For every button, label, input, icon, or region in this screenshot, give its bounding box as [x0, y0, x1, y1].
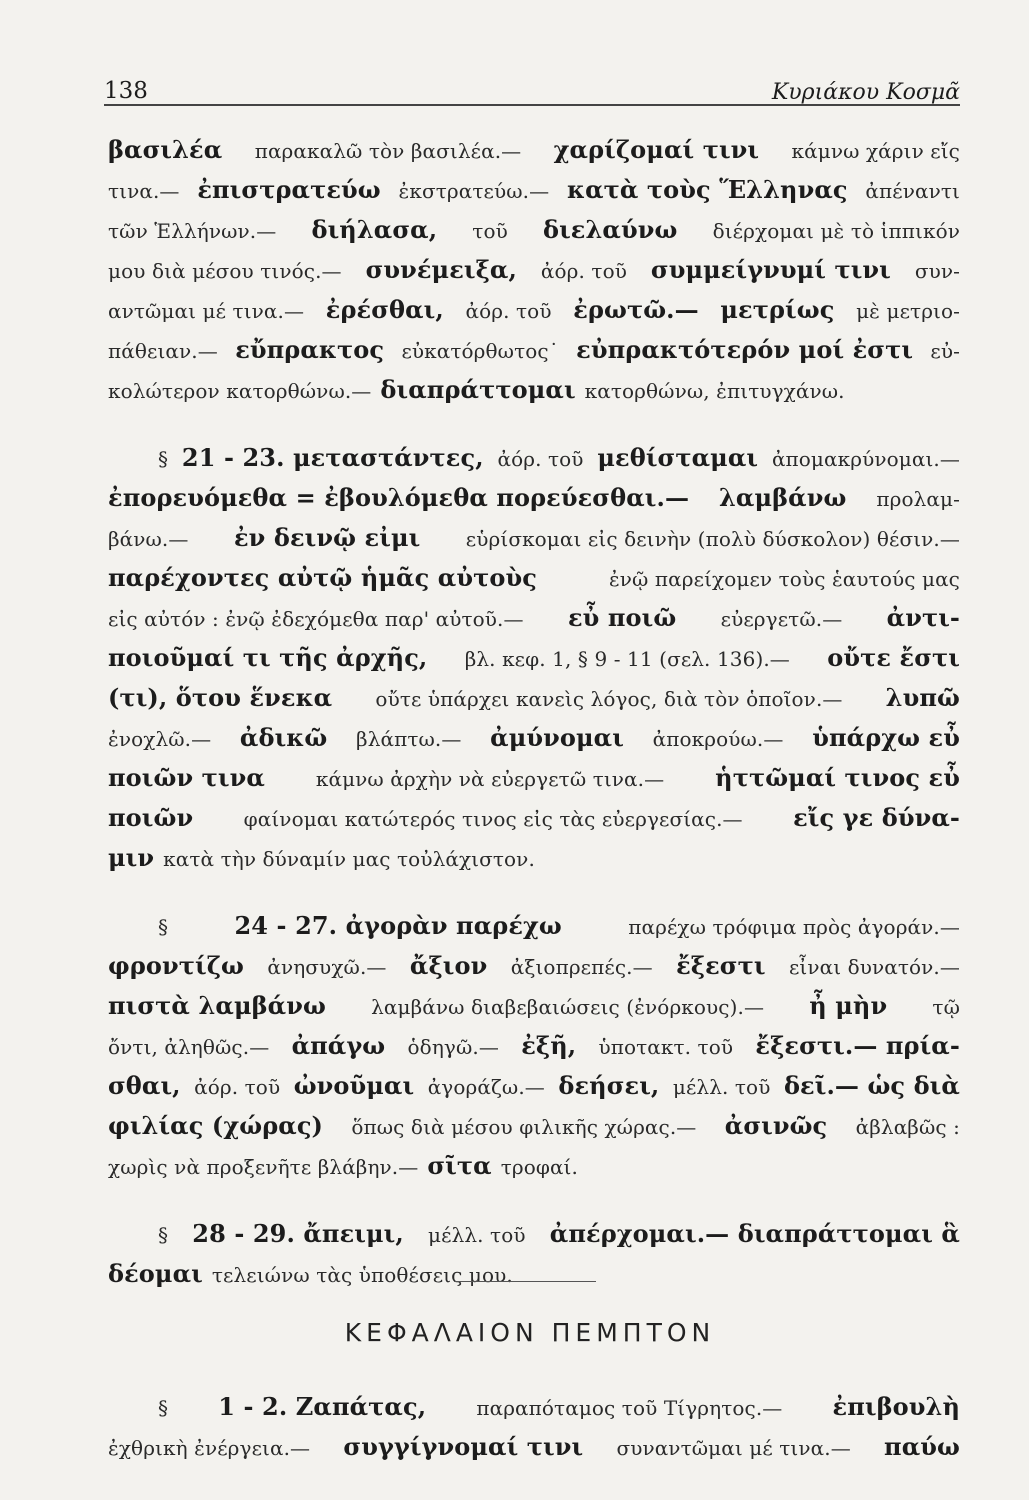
- lemma-term: σθαι,: [108, 1071, 181, 1100]
- gloss-text: μὲ μετριο-: [856, 299, 960, 323]
- text-line: [108, 838, 960, 878]
- text-line: [108, 330, 960, 370]
- lemma-term: δεῖ.— ὡς διὰ: [783, 1071, 960, 1100]
- gloss-text: βλ. κεφ. 1, § 9 - 11 (σελ. 136).—: [464, 647, 790, 671]
- text-line: [108, 558, 960, 598]
- gloss-text: τροφαί.: [500, 1155, 578, 1179]
- gloss-text: ἀπομακρύνομαι.—: [771, 447, 960, 471]
- gloss-text: ἐχθρικὴ ἐνέργεια.—: [108, 1436, 311, 1460]
- lemma-term: 1 - 2. Ζαπάτας,: [218, 1392, 427, 1421]
- gloss-text: οὔτε ὑπάρχει κανεὶς λόγος, διὰ τὸν ὁποῖον.—: [375, 687, 843, 711]
- lemma-term: μετρίως: [720, 295, 835, 324]
- gloss-text: μου διὰ μέσου τινός.—: [108, 259, 342, 283]
- gloss-text: εἰς αὐτόν : ἐνῷ ἐδεχόμεθα παρ' αὐτοῦ.—: [108, 607, 524, 631]
- gloss-text: ἀποκρούω.—: [652, 727, 784, 751]
- lemma-term: λαμβάνω: [718, 483, 847, 512]
- lemma-term: μεθίσταμαι: [597, 443, 759, 472]
- gloss-text: τῷ: [932, 995, 960, 1019]
- lemma-term: κατὰ τοὺς Ἕλληνας: [566, 175, 848, 204]
- running-head: [104, 74, 960, 106]
- gloss-text: παρακαλῶ τὸν βασιλέα.—: [254, 139, 522, 163]
- lemma-term: δέομαι: [108, 1259, 203, 1288]
- gloss-text: ἐνῷ παρείχομεν τοὺς ἑαυτούς μας: [608, 567, 960, 591]
- text-line: [108, 1026, 960, 1066]
- gloss-text: εὐεργετῶ.—: [720, 607, 843, 631]
- gloss-text: αντῶμαι μέ τινα.—: [108, 299, 305, 323]
- gloss-text: ἐνοχλῶ.—: [108, 727, 212, 751]
- gloss-text: ἐκστρατεύω.—: [398, 179, 550, 203]
- lemma-term: ἐν δεινῷ εἰμι: [233, 523, 421, 552]
- lemma-term: ἡττῶμαί τινος εὖ: [715, 763, 960, 792]
- gloss-text: διέρχομαι μὲ τὸ ἱππικόν: [712, 219, 960, 243]
- text-line: [108, 518, 960, 558]
- lemma-term: ἀδικῶ: [239, 723, 328, 752]
- gloss-text: παραπόταμος τοῦ Τίγρητος.—: [476, 1396, 783, 1420]
- lemma-term: λυπῶ: [885, 683, 960, 712]
- lemma-term: ὑπάρχω εὖ: [812, 723, 960, 752]
- lemma-term: ἐρέσθαι,: [325, 295, 444, 324]
- lemma-term: εὔπρακτος: [235, 335, 385, 364]
- gloss-text: ἀξιοπρεπές.—: [510, 955, 653, 979]
- text-line: [108, 638, 960, 678]
- lemma-term: χαρίζομαί τινι: [553, 135, 760, 164]
- gloss-text: εἶναι δυνατόν.—: [788, 955, 960, 979]
- gloss-text: βλάπτω.—: [356, 727, 462, 751]
- lemma-term: διελαύνω: [542, 215, 678, 244]
- text-line: [108, 478, 960, 518]
- lemma-term: εὐπρακτότερόν μοί ἐστι: [576, 335, 914, 364]
- lemma-term: διήλασα,: [311, 215, 438, 244]
- lemma-term: ἦ μὴν: [809, 991, 888, 1020]
- lemma-term: ὠνοῦμαι: [293, 1071, 415, 1100]
- text-line: [108, 1066, 960, 1106]
- gloss-text: εὐ-: [930, 339, 960, 363]
- lemma-term: (τι), ὅτου ἕνεκα: [108, 683, 333, 712]
- lemma-term: παύω: [884, 1432, 960, 1461]
- text-line: [108, 598, 960, 638]
- lemma-term: ἀπέρχομαι.— διαπράττομαι ἃ: [549, 1219, 960, 1248]
- text-line: [108, 758, 960, 798]
- gloss-text: §: [158, 1223, 169, 1247]
- lemma-term: συγγίγνομαί τινι: [343, 1432, 584, 1461]
- lemma-term: φιλίας (χώρας): [108, 1111, 323, 1140]
- text-line: [108, 210, 960, 250]
- running-head-author: Κυριάκου Κοσμᾶ: [771, 80, 960, 105]
- gloss-text: προλαμ-: [876, 487, 960, 511]
- gloss-text: ἀόρ. τοῦ: [194, 1075, 281, 1099]
- text-line: [108, 250, 960, 290]
- lemma-term: ἀπάγω: [291, 1031, 386, 1060]
- gloss-text: ἀπέναντι: [865, 179, 960, 203]
- paragraph-gap: [108, 1186, 960, 1214]
- gloss-text: ἀβλαβῶς :: [855, 1115, 960, 1139]
- text-line: [108, 370, 960, 410]
- text-line: [108, 1387, 960, 1427]
- paragraph-gap: [108, 878, 960, 906]
- body-text: [108, 130, 960, 1294]
- text-line: [108, 290, 960, 330]
- lemma-term: ἀμύνομαι: [490, 723, 624, 752]
- text-line: [108, 130, 960, 170]
- lemma-term: βασιλέα: [108, 135, 223, 164]
- gloss-text: ὑποτακτ. τοῦ: [598, 1035, 734, 1059]
- lemma-term: πιστὰ λαμβάνω: [108, 991, 326, 1020]
- lemma-term: 24 - 27. ἀγορὰν παρέχω: [234, 911, 562, 940]
- text-line: [108, 1106, 960, 1146]
- gloss-text: κατὰ τὴν δύναμίν μας τοὐλάχιστον.: [163, 847, 535, 871]
- text-line: [108, 906, 960, 946]
- text-line: [108, 798, 960, 838]
- gloss-text: ὄντι, ἀληθῶς.—: [108, 1035, 270, 1059]
- body-text-chapter: [108, 1387, 960, 1467]
- text-line: [108, 1146, 960, 1186]
- gloss-text: ἀνησυχῶ.—: [267, 955, 387, 979]
- gloss-text: μέλλ. τοῦ: [428, 1223, 526, 1247]
- lemma-term: ἐπιστρατεύω: [197, 175, 381, 204]
- text-line: [108, 1254, 960, 1294]
- lemma-term: συμμείγνυμί τινι: [650, 255, 891, 284]
- text-line: [108, 1427, 960, 1467]
- text-line: [108, 170, 960, 210]
- lemma-term: ποιοῦμαί τι τῆς ἀρχῆς,: [108, 643, 428, 672]
- text-line: [108, 1214, 960, 1254]
- lemma-term: συνέμειξα,: [365, 255, 517, 284]
- gloss-text: εὐκατόρθωτος˙: [401, 339, 559, 363]
- gloss-text: φαίνομαι κατώτερός τινος εἰς τὰς εὐεργεσίας.—: [243, 807, 743, 831]
- lemma-term: ἀντι-: [886, 603, 960, 632]
- lemma-term: ἄξιον: [409, 951, 488, 980]
- section-divider: [454, 1281, 596, 1282]
- gloss-text: ἀόρ. τοῦ: [540, 259, 627, 283]
- lemma-term: ἐπορευόμεθα = ἐβουλόμεθα πορεύεσθαι.—: [108, 483, 690, 512]
- lemma-term: εἴς γε δύνα-: [793, 803, 960, 832]
- gloss-text: μέλλ. τοῦ: [672, 1075, 771, 1099]
- lemma-term: παρέχοντες αὐτῷ ἡμᾶς αὐτοὺς: [108, 563, 537, 592]
- lemma-term: διαπράττομαι: [380, 375, 576, 404]
- gloss-text: ἀόρ. τοῦ: [497, 447, 584, 471]
- text-line: [108, 986, 960, 1026]
- lemma-term: ἐρωτῶ.—: [573, 295, 699, 324]
- gloss-text: §: [158, 915, 169, 939]
- gloss-text: κατορθώνω, ἐπιτυγχάνω.: [584, 379, 845, 403]
- page-number: 138: [104, 78, 148, 104]
- gloss-text: παρέχω τρόφιμα πρὸς ἀγοράν.—: [628, 915, 960, 939]
- gloss-text: κολώτερον κατορθώνω.—: [108, 379, 372, 403]
- lemma-term: ἔξεστι.— πρία-: [755, 1031, 960, 1060]
- lemma-term: ποιῶν: [108, 803, 194, 832]
- lemma-term: ἐπιβουλὴ: [832, 1392, 960, 1421]
- text-line: [108, 946, 960, 986]
- gloss-text: κάμνω ἀρχὴν νὰ εὐεργετῶ τινα.—: [315, 767, 665, 791]
- gloss-text: συναντῶμαι μέ τινα.—: [616, 1436, 851, 1460]
- lemma-term: εὖ ποιῶ: [567, 603, 677, 632]
- gloss-text: τοῦ: [472, 219, 508, 243]
- gloss-text: λαμβάνω διαβεβαιώσεις (ἐνόρκους).—: [371, 995, 765, 1019]
- gloss-text: βάνω.—: [108, 527, 189, 551]
- paragraph-gap: [108, 410, 960, 438]
- lemma-term: φροντίζω: [108, 951, 244, 980]
- lemma-term: μιν: [108, 843, 155, 872]
- chapter-title: ΚΕΦΑΛΑΙΟΝ ΠΕΜΠΤΟΝ: [344, 1318, 716, 1347]
- lemma-term: ἐξῆ,: [521, 1031, 577, 1060]
- lemma-term: ἔξεστι: [676, 951, 766, 980]
- gloss-text: τινα.—: [108, 179, 180, 203]
- gloss-text: ὅπως διὰ μέσου φιλικῆς χώρας.—: [351, 1115, 697, 1139]
- text-line: [108, 718, 960, 758]
- gloss-text: κάμνω χάριν εἴς: [791, 139, 960, 163]
- gloss-text: ἀγοράζω.—: [427, 1075, 545, 1099]
- gloss-text: ἀόρ. τοῦ: [465, 299, 552, 323]
- gloss-text: ὁδηγῶ.—: [407, 1035, 499, 1059]
- lemma-term: ἀσινῶς: [724, 1111, 828, 1140]
- lemma-term: δεήσει,: [558, 1071, 660, 1100]
- gloss-text: §: [158, 447, 169, 471]
- gloss-text: τῶν Ἑλλήνων.—: [108, 219, 277, 243]
- gloss-text: συν-: [914, 259, 960, 283]
- gloss-text: εὑρίσκομαι εἰς δεινὴν (πολὺ δύσκολον) θέσιν.—: [465, 527, 960, 551]
- gloss-text: χωρὶς νὰ προξενῆτε βλάβην.—: [108, 1155, 419, 1179]
- lemma-term: σῖτα: [427, 1151, 492, 1180]
- text-line: [108, 438, 960, 478]
- gloss-text: πάθειαν.—: [108, 339, 218, 363]
- lemma-term: 28 - 29. ἄπειμι,: [192, 1219, 404, 1248]
- lemma-term: ποιῶν τινα: [108, 763, 265, 792]
- lemma-term: οὔτε ἔστι: [827, 643, 960, 672]
- lemma-term: 21 - 23. μεταστάντες,: [181, 443, 484, 472]
- gloss-text: τελειώνω τὰς ὑποθέσεις μου.: [211, 1263, 513, 1287]
- text-line: [108, 678, 960, 718]
- gloss-text: §: [158, 1396, 169, 1420]
